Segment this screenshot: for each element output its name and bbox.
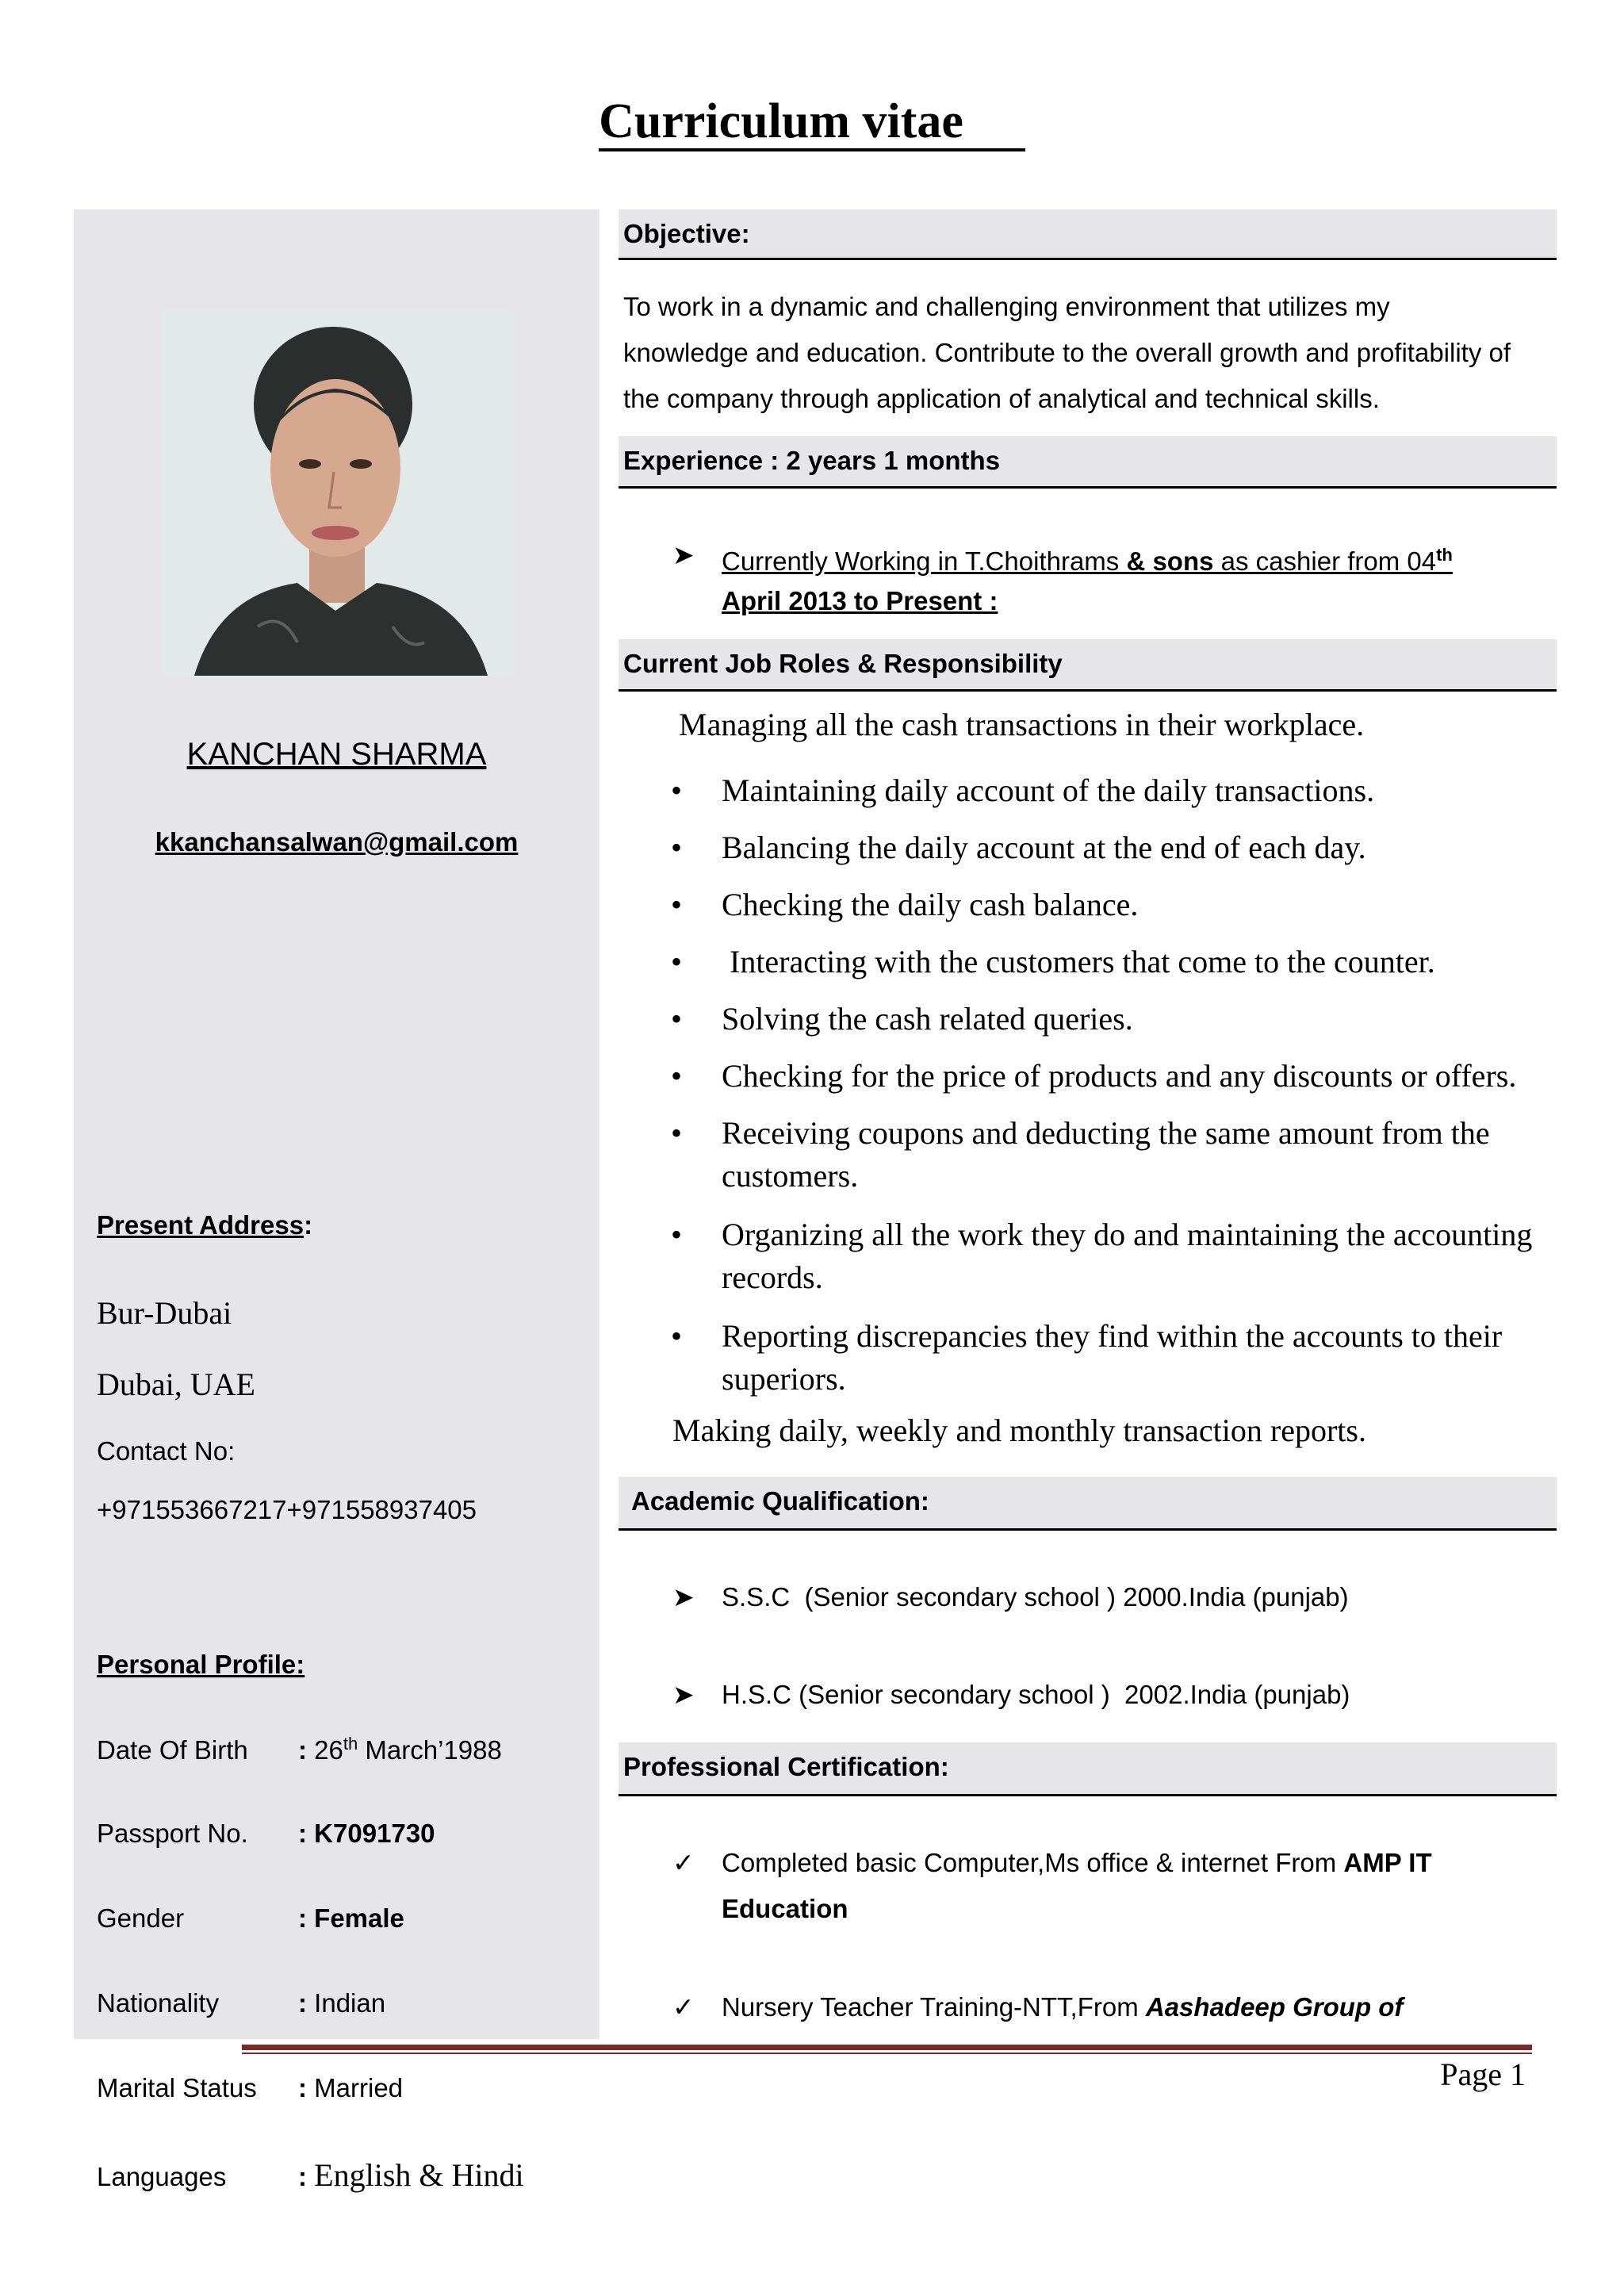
contact-numbers: +971553667217+971558937405 [97,1495,477,1524]
gender-value: : Female [298,1903,404,1933]
passport-value: : K7091730 [298,1819,435,1848]
contact-label: Contact No: [97,1436,236,1466]
languages-label: Languages [97,2162,227,2191]
objective-line-3: the company through application of analytical and technical skills. [623,384,1380,413]
profile-sidebar [74,209,599,2193]
experience-heading: Experience : 2 years 1 months [619,436,1557,489]
job-roles-intro: Managing all the cash transactions in their workplace. [679,707,1365,742]
certification-heading: Professional Certification: [619,1742,1557,1796]
profile-row-marital [97,2073,403,2103]
experience-line-2: April 2013 to Present : [722,586,998,615]
objective-heading: Objective: [619,209,1557,260]
languages-value: : English & Hindi [298,2157,524,2193]
marital-value: : Married [298,2073,404,2102]
arrow-bullet-icon: ➤ [672,1582,695,1612]
profile-row-nationality [97,1988,385,2018]
job-roles-heading: Current Job Roles & Responsibility [619,639,1557,692]
experience-line-1: Currently Working in T.Choithrams & sons as cashier from 04th [722,545,1453,576]
dob-label: Date Of Birth [97,1735,248,1765]
dob-value: : 26th March’1988 [298,1734,502,1765]
page-number: Page 1 [1440,2056,1526,2092]
arrow-bullet-icon: ➤ [672,540,695,569]
address-line-1: Bur-Dubai [97,1295,232,1331]
profile-row-passport [97,1819,435,1849]
footer-rule [242,2045,1532,2050]
checkmark-icon: ✓ [672,1848,695,1877]
passport-label: Passport No. [97,1819,248,1848]
academic-heading: Academic Qualification: [619,1477,1557,1531]
marital-label: Marital Status [97,2073,257,2102]
personal-profile-label: Personal Profile: [97,1650,305,1679]
profile-row-dob [97,1734,502,1765]
profile-row-gender [97,1903,404,1934]
profile-photo [163,309,513,676]
present-address-label: Present Address: [97,1210,313,1240]
nationality-value: : Indian [298,1988,386,2018]
page-title: Curriculum vitae [0,94,1624,150]
objective-text [623,284,1559,422]
checkmark-icon: ✓ [672,1992,695,2022]
arrow-bullet-icon: ➤ [672,1680,695,1709]
job-roles-closing: Making daily, weekly and monthly transaction reports. [672,1412,1366,1448]
address-line-2: Dubai, UAE [97,1366,255,1402]
candidate-name: KANCHAN SHARMA [186,737,487,772]
gender-label: Gender [97,1903,185,1933]
objective-line-1: To work in a dynamic and challenging environment that utilizes my [623,292,1390,321]
objective-line-2: knowledge and education. Contribute to the overall growth and profitability of [623,338,1511,367]
profile-row-languages [97,2156,524,2194]
nationality-label: Nationality [97,1988,220,2018]
email-link[interactable]: kkanchansalwan@gmail.com [155,827,519,857]
footer-rule-thin [242,2053,1532,2054]
